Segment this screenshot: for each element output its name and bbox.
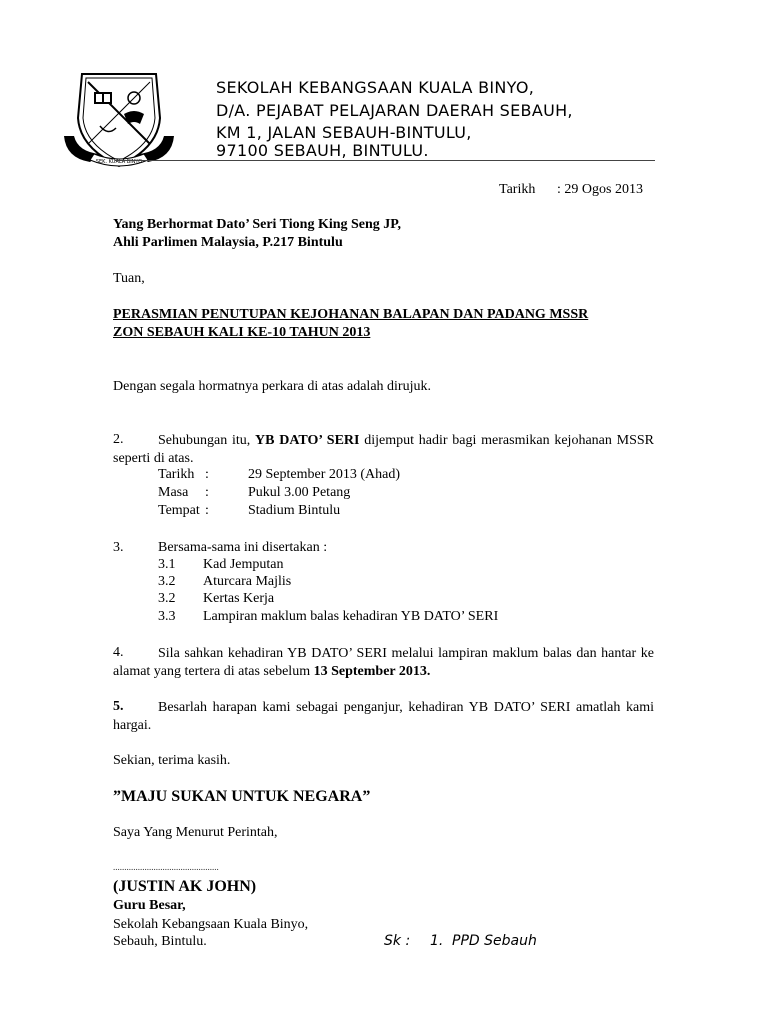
school-address-line-1: D/A. PEJABAT PELAJARAN DAERAH SEBAUH, [216, 101, 573, 120]
logo-text: SEK. KUALA BINYO [95, 159, 143, 165]
enclosure-item-number: 3.3 [158, 609, 176, 624]
cc-number: 1. [430, 933, 444, 949]
subject-line-2: ZON SEBAUH KALI KE-10 TAHUN 2013 [113, 325, 371, 340]
enclosure-item: Aturcara Majlis [203, 574, 292, 589]
detail-venue-sep: : [205, 503, 209, 518]
enclosure-item-number: 3.2 [158, 574, 176, 589]
school-crest-logo [60, 66, 178, 172]
detail-date-value: 29 September 2013 (Ahad) [248, 467, 401, 482]
school-address-line-3: 97100 SEBAUH, BINTULU. [216, 141, 429, 160]
signer-title: Guru Besar, [113, 898, 186, 913]
motto: ”MAJU SUKAN UNTUK NEGARA” [113, 788, 371, 805]
paragraph-4-number: 4. [113, 645, 124, 660]
enclosure-item-number: 3.1 [158, 557, 176, 572]
paragraph-2-text-b: dijemput hadir bagi merasmikan kejohanan MSSR seperti di atas. [113, 433, 654, 466]
closing: Sekian, terima kasih. [113, 753, 231, 768]
detail-time-label: Masa [158, 485, 189, 500]
paragraph-4-deadline: 13 September 2013. [313, 664, 431, 679]
recipient-title: Ahli Parlimen Malaysia, P.217 Bintulu [113, 235, 343, 250]
detail-time-value: Pukul 3.00 Petang [248, 485, 351, 500]
paragraph-2-number: 2. [113, 432, 124, 447]
detail-date-label: Tarikh [158, 467, 195, 482]
paragraph-3-number: 3. [113, 540, 124, 555]
enclosure-item: Kad Jemputan [203, 557, 284, 572]
detail-venue-value: Stadium Bintulu [248, 503, 341, 518]
paragraph-4 [113, 645, 654, 681]
date-label: Tarikh [499, 182, 536, 197]
paragraph-2 [113, 432, 654, 468]
recipient-name: Yang Berhormat Dato’ Seri Tiong King Seng JP, [113, 217, 402, 232]
cc-label: Sk : [384, 933, 411, 949]
paragraph-4-text: Sila sahkan kehadiran YB DATO’ SERI melalui lampiran maklum balas dan hantar ke alamat yang tertera di atas sebelum [113, 646, 654, 679]
paragraph-5-number: 5. [113, 699, 124, 714]
paragraph-1: Dengan segala hormatnya perkara di atas adalah dirujuk. [113, 379, 431, 394]
paragraph-3: Bersama-sama ini disertakan : [158, 540, 328, 555]
detail-venue-label: Tempat [158, 503, 200, 518]
date-value: : 29 Ogos 2013 [557, 182, 643, 197]
enclosure-item: Kertas Kerja [203, 591, 275, 606]
subject-line-1: PERASMIAN PENUTUPAN KEJOHANAN BALAPAN DAN PADANG MSSR [113, 307, 589, 322]
school-address-line-2: KM 1, JALAN SEBAUH-BINTULU, [216, 123, 472, 142]
cc-recipient: PPD Sebauh [452, 933, 537, 949]
signature-line: ............................................... [113, 862, 219, 872]
detail-time-sep: : [205, 485, 209, 500]
paragraph-2-text-a: Sehubungan itu, [158, 433, 256, 448]
paragraph-5: Besarlah harapan kami sebagai penganjur, kehadiran YB DATO’ SERI amatlah kami hargai. [113, 700, 654, 733]
yours-faithfully: Saya Yang Menurut Perintah, [113, 825, 278, 840]
detail-date-sep: : [205, 467, 209, 482]
signer-school: Sekolah Kebangsaan Kuala Binyo, [113, 917, 309, 932]
header-divider [115, 160, 655, 161]
school-name: SEKOLAH KEBANGSAAN KUALA BINYO, [216, 78, 535, 97]
signer-name: (JUSTIN AK JOHN) [113, 878, 257, 895]
paragraph-2-bold: YB DATO’ SERI [255, 433, 360, 448]
enclosure-item: Lampiran maklum balas kehadiran YB DATO’ SERI [203, 609, 499, 624]
salutation: Tuan, [113, 271, 145, 286]
signer-town: Sebauh, Bintulu. [113, 934, 207, 949]
enclosure-item-number: 3.2 [158, 591, 176, 606]
